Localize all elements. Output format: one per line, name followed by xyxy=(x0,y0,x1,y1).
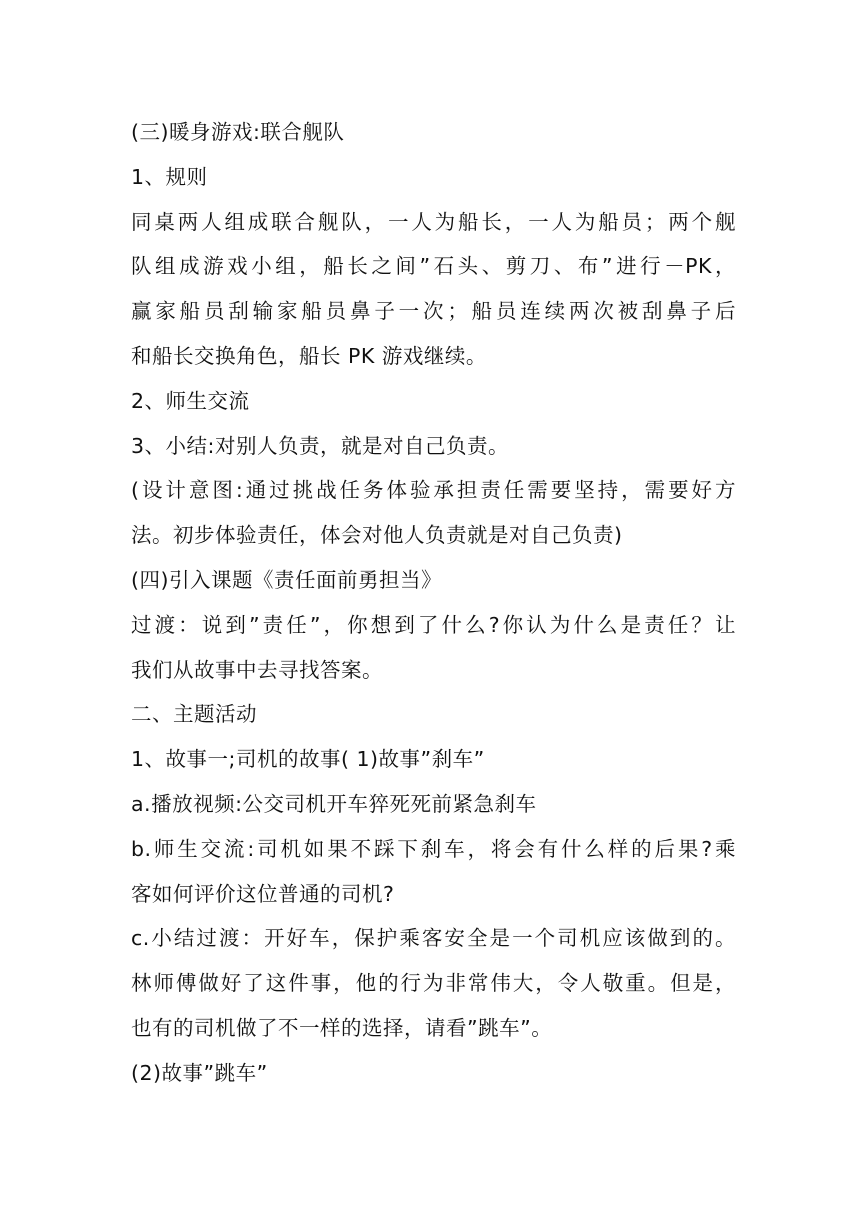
subheading-teacher-student-exchange: 2、师生交流 xyxy=(131,388,250,413)
subheading-rules: 1、规则 xyxy=(131,164,208,189)
section-heading-theme-activity: 二、主题活动 xyxy=(131,702,257,727)
list-item-a: a.播放视频:公交司机开车猝死死前紧急刹车 xyxy=(131,791,537,816)
paragraph-line: 和船长交换角色，船长 PK 游戏继续。 xyxy=(131,343,487,368)
paragraph-line: 同桌两人组成联合舰队，一人为船长，一人为船员；两个舰 xyxy=(131,209,736,234)
transition-line: 我们从故事中去寻找答案。 xyxy=(131,657,383,682)
design-intent-line: 法。初步体验责任，体会对他人负责就是对自己负责) xyxy=(131,523,623,548)
list-item-c: c.小结过渡：开好车，保护乘客安全是一个司机应该做到的。 xyxy=(131,926,736,951)
story-one-heading: 1、故事一;司机的故事( 1)故事”刹车” xyxy=(131,747,485,772)
document-body xyxy=(131,110,736,1096)
list-item-c: 也有的司机做了不一样的选择，请看”跳车”。 xyxy=(131,1015,553,1040)
transition-line: 过渡：说到”责任”，你想到了什么?你认为什么是责任？让 xyxy=(131,612,736,637)
list-item-b: b.师生交流:司机如果不踩下刹车，将会有什么样的后果?乘 xyxy=(131,836,736,861)
list-item-c: 林师傅做好了这件事，他的行为非常伟大，令人敬重。但是， xyxy=(131,971,736,996)
story-two-heading: (2)故事”跳车” xyxy=(131,1060,268,1085)
paragraph-line: 赢家船员刮输家船员鼻子一次；船员连续两次被刮鼻子后 xyxy=(131,299,736,324)
list-item-b: 客如何评价这位普通的司机? xyxy=(131,881,395,906)
section-heading-introduce-topic: (四)引入课题《责任面前勇担当》 xyxy=(131,567,442,592)
section-heading-warmup-game: (三)暖身游戏:联合舰队 xyxy=(131,120,345,144)
paragraph-line: 队组成游戏小组，船长之间”石头、剪刀、布”进行－PK， xyxy=(131,254,736,279)
summary-line: 3、小结:对别人负责，就是对自己负责。 xyxy=(131,433,509,458)
design-intent-line: (设计意图:通过挑战任务体验承担责任需要坚持，需要好方 xyxy=(131,478,736,503)
